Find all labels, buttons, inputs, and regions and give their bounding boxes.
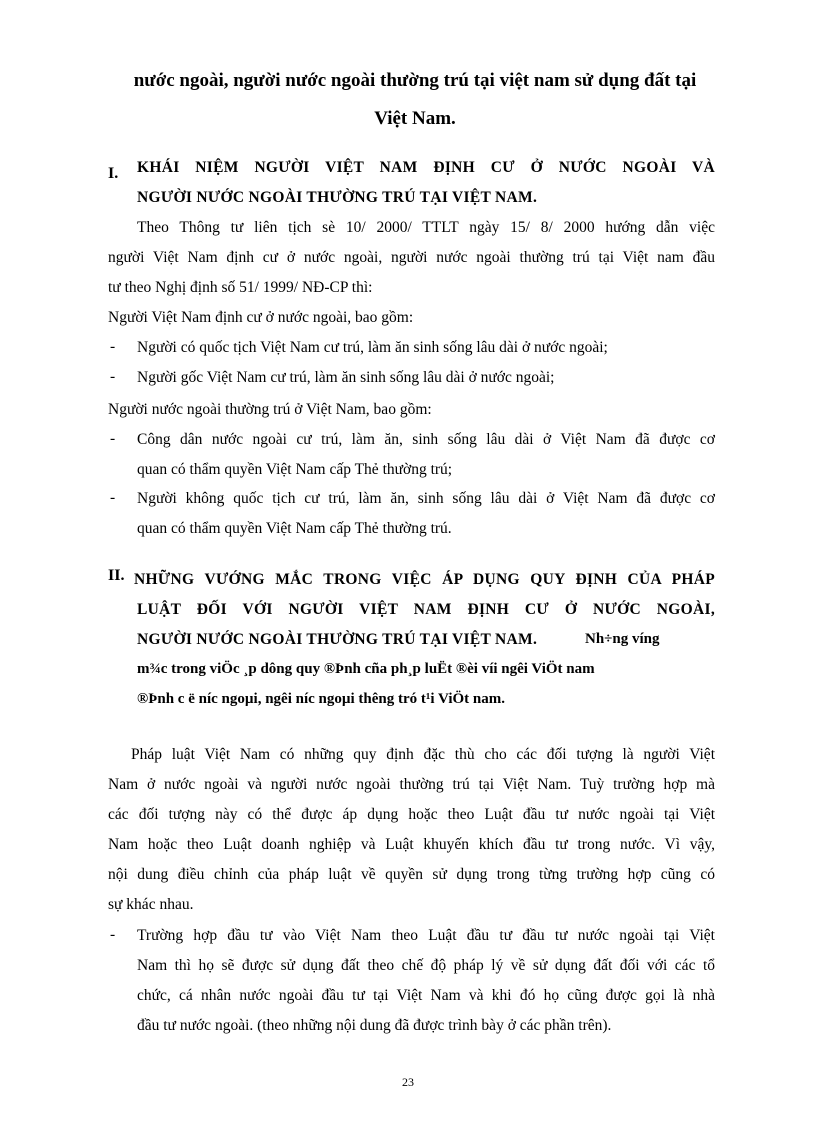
section-2-para-line-6: sự khác nhau. — [108, 896, 194, 913]
section-2-heading-line-2: LUẬT ĐỐI VỚI NGƯỜI VIỆT NAM ĐỊNH CƯ Ở NƯỚC NGOÀI, — [137, 601, 715, 618]
section-2-heading-line-3-garbled: Nh÷ng víng — [585, 631, 660, 647]
section-1-heading-line-1: KHÁI NIỆM NGƯỜI VIỆT NAM ĐỊNH CƯ Ở NƯỚC NGOÀI VÀ — [137, 159, 715, 176]
group-2-intro: Người nước ngoài thường trú ở Việt Nam, bao gồm: — [108, 401, 432, 418]
page-number: 23 — [402, 1075, 414, 1089]
section-2-para-line-1: Pháp luật Việt Nam có những quy định đặc thù cho các đối tượng là người Việt — [131, 746, 715, 763]
group-1-item-1: Người có quốc tịch Việt Nam cư trú, làm ăn sinh sống lâu dài ở nước ngoài; — [137, 339, 608, 356]
section-2-para-line-4: Nam hoặc theo Luật doanh nghiệp và Luật khuyến khích đầu tư trong nước. Vì vậy, — [108, 836, 715, 853]
group-2-item-1-line-1: Công dân nước ngoài cư trú, làm ăn, sinh sống lâu dài ở Việt Nam đã được cơ — [137, 431, 715, 448]
bullet-dash: - — [110, 368, 116, 385]
section-1-para-line-2: người Việt Nam định cư ở nước ngoài, người nước ngoài thường trú tại Việt nam đầu — [108, 249, 715, 266]
group-1-item-2: Người gốc Việt Nam cư trú, làm ăn sinh sống lâu dài ở nước ngoài; — [137, 369, 555, 386]
section-1-para-line-1: Theo Thông tư liên tịch sè 10/ 2000/ TTLT ngày 15/ 8/ 2000 hướng dẫn việc — [137, 219, 715, 236]
group-2-item-2-line-1: Người không quốc tịch cư trú, làm ăn, sinh sống lâu dài ở Việt Nam đã được cơ — [137, 490, 715, 507]
bullet-dash: - — [110, 430, 116, 447]
section-2-number: II. — [108, 567, 125, 584]
section-2-heading-line-5-garbled: ®Þnh c ë níc ngoµi, ngêi níc ngoµi thêng tró t¹i ViÖt nam. — [137, 691, 505, 707]
section-2-item-1-line-3: chức, cá nhân nước ngoài đầu tư tại Việt Nam và khi đó họ cũng được gọi là nhà — [137, 987, 715, 1004]
bullet-dash: - — [110, 926, 116, 943]
section-2-item-1-line-2: Nam thì họ sẽ được sử dụng đất theo chế độ pháp lý về sử dụng đất đối với các tổ — [137, 957, 715, 974]
section-2-heading-line-4-garbled: m¾c trong viÖc ¸p dông quy ®Þnh cña ph¸p luËt ®èi víi ngêi ViÖt nam — [137, 661, 595, 677]
section-2-heading-line-1: NHỮNG VƯỚNG MẮC TRONG VIỆC ÁP DỤNG QUY ĐỊNH CỦA PHÁP — [134, 571, 715, 588]
bullet-dash: - — [110, 338, 116, 355]
group-1-intro: Người Việt Nam định cư ở nước ngoài, bao gồm: — [108, 309, 414, 326]
group-2-item-2-line-2: quan có thẩm quyền Việt Nam cấp Thẻ thường trú. — [137, 520, 452, 537]
bullet-dash: - — [110, 489, 116, 506]
section-2-para-line-5: nội dung điều chỉnh của pháp luật về quyền sử dụng trong từng trường hợp cũng có — [108, 866, 715, 883]
section-2-heading-line-3: NGƯỜI NƯỚC NGOÀI THƯỜNG TRÚ TẠI VIỆT NAM. — [137, 631, 538, 648]
page-title — [100, 62, 730, 138]
section-2-item-1-line-4: đầu tư nước ngoài. (theo những nội dung đã được trình bày ở các phần trên). — [137, 1017, 612, 1034]
title-line-2: Việt Nam. — [374, 108, 456, 129]
section-1-heading-line-2: NGƯỜI NƯỚC NGOÀI THƯỜNG TRÚ TẠI VIỆT NAM. — [137, 189, 538, 206]
section-2-item-1-line-1: Trường hợp đầu tư vào Việt Nam theo Luật đầu tư đầu tư nước ngoài tại Việt — [137, 927, 715, 944]
section-2-para-line-3: các đối tượng này có thể được áp dụng hoặc theo Luật đầu tư nước ngoài tại Việt — [108, 806, 715, 823]
title-line-1: nước ngoài, người nước ngoài thường trú tại việt nam sử dụng đất tại — [133, 70, 697, 91]
group-2-item-1-line-2: quan có thẩm quyền Việt Nam cấp Thẻ thường trú; — [137, 461, 453, 478]
section-1-number: I. — [108, 165, 119, 182]
section-1-para-line-3: tư theo Nghị định số 51/ 1999/ NĐ-CP thì: — [108, 279, 373, 296]
section-2-para-line-2: Nam ở nước ngoài và người nước ngoài thường trú tại Việt Nam. Tuỳ trường hợp mà — [108, 776, 715, 793]
